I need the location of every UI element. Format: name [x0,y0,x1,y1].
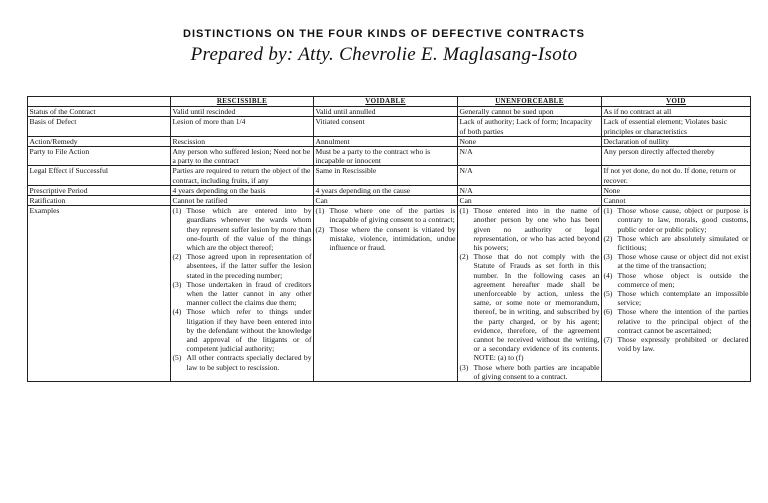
item-text: Those where the intention of the parties relative to the principal object of the contract cannot be ascertained; [617,307,749,335]
item-text: Those that do not comply with the Statute of Frauds as set forth in this number. In the following cases an agreement hereafter made shall be unenforceable by action, unless the same, or some note or memorandum, thereof, be in writing, and subscribed by the party charged, or by his agent; evidence, therefore, of the agreement cannot be received without the writing, or a secondary evidence of its contents. NOTE: (a) to (f) [473,252,600,363]
item-text: Those whose object is outside the commerce of men; [617,270,749,289]
document-subtitle: Prepared by: Atty. Chevrolie E. Maglasang-Isoto [190,44,578,65]
cell-void: None [602,185,751,195]
row-label: Prescriptive Period [28,185,171,195]
list-item [604,289,749,307]
row-status [28,107,751,117]
row-label: Party to File Action [28,147,171,166]
list-item [604,307,749,335]
header-rescissible: RESCISSIBLE [171,97,314,107]
item-number: (1) [603,206,613,216]
item-text: Those whose cause or object did not exist at the time of the transaction; [617,252,749,271]
cell-voidable: Must be a party to the contract who is incapable or innocent [314,147,458,166]
row-label: Action/Remedy [28,136,171,146]
item-text: Those entered into in the name of another person by one who has been given no authority or legal representation, or who has acted beyond his powers; [473,206,600,253]
item-number: (1) [459,206,469,216]
item-number: (3) [459,362,469,372]
cell-unenforceable: Can [458,196,602,206]
item-text: Those undertaken in fraud of creditors when the latter cannot in any other manner collect the claims due them; [186,279,312,308]
cell-unenforceable: N/A [458,147,602,166]
header-void: VOID [602,97,751,107]
list-item [173,307,312,353]
item-text: Those agreed upon in representation of absentees, if the latter suffer the lesion stated in the preceding number; [186,252,312,280]
item-text: Those where the consent is vitiated by mistake, violence, intimidation, undue influence or fraud. [329,224,456,253]
list-item [604,252,749,270]
cell-unenforceable [458,206,602,382]
item-number: (4) [603,270,613,280]
list-item [173,252,312,280]
row-examples [28,206,751,382]
cell-voidable: Can [314,196,458,206]
list-item [173,280,312,308]
item-text: Those where both parties are incapable of giving consent to a contract. [473,362,600,381]
cell-unenforceable: N/A [458,185,602,195]
row-label: Legal Effect if Successful [28,166,171,185]
item-number: (6) [603,307,613,317]
row-legal-effect [28,166,751,185]
cell-void: If not yet done, do not do. If done, return or recover. [602,166,751,185]
cell-unenforceable: Lack of authority; Lack of form; Incapacity of both parties [458,117,602,136]
item-number: (3) [172,279,182,289]
list-item [460,363,600,381]
header-unenforceable: UNENFORCEABLE [458,97,602,107]
cell-voidable: Same in Rescissible [314,166,458,185]
cell-voidable: Annulment [314,136,458,146]
item-text: Those which are entered into by guardians whenever the wards whom they represent suffer lesion by more than one-fourth of the value of the things which are the object thereof; [186,206,312,253]
cell-void: As if no contract at all [602,107,751,117]
item-number: (2) [315,224,325,234]
cell-void: Any person directly affected thereby [602,147,751,166]
cell-rescissible: 4 years depending on the basis [171,185,314,195]
header-blank [28,97,171,107]
item-number: (1) [315,206,325,216]
item-text: Those which contemplate an impossible service; [617,289,749,308]
item-number: (7) [603,335,613,345]
examples-list [173,206,312,372]
cell-voidable: 4 years depending on the cause [314,185,458,195]
item-text: Those whose cause, object or purpose is contrary to law, morals, good customs, public order or public policy; [617,206,749,234]
list-item [604,271,749,289]
item-text: Those which refer to things under litigation if they have been entered into by the defendant without the knowledge and approval of the litigants or of competent judicial authority; [186,307,312,354]
header-row [28,97,751,107]
item-number: (1) [172,206,182,216]
item-number: (5) [603,289,613,299]
list-item [604,335,749,353]
item-text: Those which are absolutely simulated or fictitious; [617,233,749,253]
cell-voidable: Vitiated consent [314,117,458,136]
cell-void: Declaration of nullity [602,136,751,146]
cell-rescissible: Cannot be ratified [171,196,314,206]
item-number: (5) [172,353,182,363]
item-number: (4) [172,307,182,317]
cell-voidable: Valid until annulled [314,107,458,117]
cell-void [602,206,751,382]
item-number: (2) [172,252,182,262]
item-number: (2) [603,233,613,243]
comparison-table [27,96,751,382]
cell-void: Lack of essential element; Violates basic principles or characteristics [602,117,751,136]
row-label: Basis of Defect [28,117,171,136]
row-prescriptive [28,185,751,195]
list-item [460,206,600,252]
row-ratification [28,196,751,206]
row-label: Ratification [28,196,171,206]
row-label: Examples [28,206,171,382]
cell-rescissible: Rescission [171,136,314,146]
cell-unenforceable: N/A [458,166,602,185]
list-item [604,206,749,234]
examples-list [460,206,600,381]
item-text: All other contracts specially declared by law to be subject to rescission. [186,353,312,372]
cell-voidable [314,206,458,382]
document-title: DISTINCTIONS ON THE FOUR KINDS OF DEFECTIVE CONTRACTS [183,28,585,40]
item-number: (2) [459,252,469,262]
cell-rescissible: Parties are required to return the object of the contract, including fruits, if any [171,166,314,185]
examples-list [316,206,456,252]
header-voidable: VOIDABLE [314,97,458,107]
examples-list [604,206,749,353]
row-action [28,136,751,146]
list-item [173,206,312,252]
list-item [173,353,312,371]
row-party [28,147,751,166]
cell-rescissible: Any person who suffered lesion; Need not be a party to the contract [171,147,314,166]
item-text: Those expressly prohibited or declared void by law. [617,335,749,354]
cell-rescissible: Valid until rescinded [171,107,314,117]
list-item [316,225,456,253]
item-text: Those where one of the parties is incapable of giving consent to a contract; [329,206,456,225]
cell-rescissible: Lesion of more than 1/4 [171,117,314,136]
cell-unenforceable: Generally cannot be sued upon [458,107,602,117]
item-number: (3) [603,252,613,262]
list-item [316,206,456,224]
list-item [460,252,600,362]
cell-void: Cannot [602,196,751,206]
cell-rescissible [171,206,314,382]
row-label: Status of the Contract [28,107,171,117]
row-basis [28,117,751,136]
cell-unenforceable: None [458,136,602,146]
list-item [604,234,749,252]
